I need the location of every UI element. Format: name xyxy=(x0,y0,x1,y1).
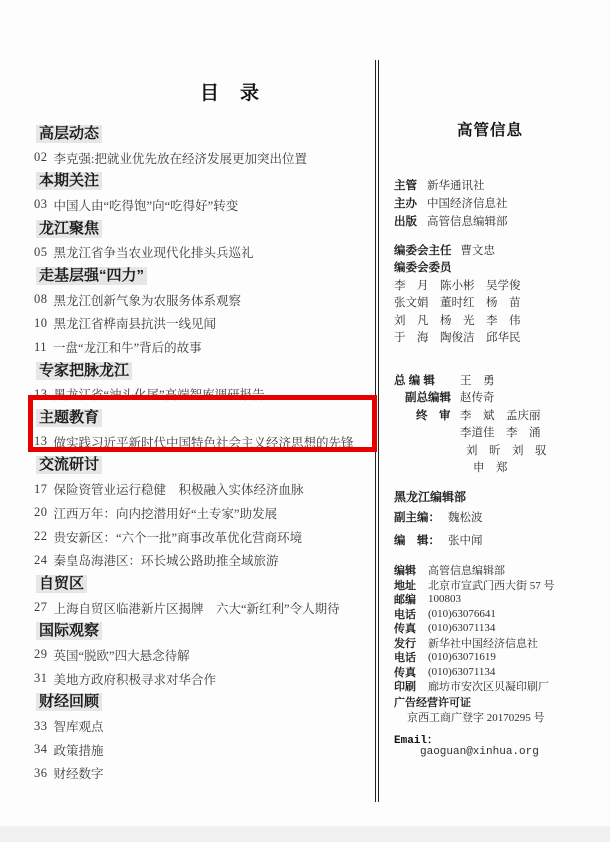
toc-article xyxy=(34,548,378,572)
editor-row xyxy=(394,406,547,424)
field-label: 电话 xyxy=(394,652,416,665)
article-title: 李克强:把就业优先放在经济发展更加突出位置 xyxy=(53,151,307,166)
heilongjiang-editorial-block xyxy=(394,488,483,551)
field-value: (010)63076641 xyxy=(428,607,496,620)
article-title: 上海自贸区临港新片区揭牌 六大“新红利”令人期待 xyxy=(53,601,340,616)
toc-section-header: 国际观察 xyxy=(34,619,378,643)
article-title: 保险资管业运行稳健 积极融入实体经济血脉 xyxy=(53,483,304,498)
committee-member-row: 张文娟 董时红 杨 苗 xyxy=(394,297,521,310)
license-number: 京西工商广登字 20170295 号 xyxy=(407,711,545,724)
field-label: 地址 xyxy=(394,579,416,592)
field-label: 编辑 xyxy=(394,565,416,578)
field-value: 中国经济信息社 xyxy=(427,198,508,210)
page-number: 13 xyxy=(34,386,48,401)
article-title: 做实践习近平新时代中国特色社会主义经济思想的先锋 xyxy=(53,435,354,450)
email-address: gaoguan@xinhua.org xyxy=(420,745,539,758)
toc-section-header: 高层动态 xyxy=(34,122,378,146)
page-number: 36 xyxy=(34,765,48,780)
field-value: 李道佳 李 涌 xyxy=(460,427,541,440)
article-title: 贵安新区：“六个一批”商事改革优化营商环境 xyxy=(53,530,303,545)
field-value: 高管信息编辑部 xyxy=(427,216,508,228)
article-title: 中国人由“吃得饱”向“吃得好”转变 xyxy=(53,198,239,213)
page-number: 27 xyxy=(34,600,48,615)
article-title: 黑龙江创新气象为农服务体系观察 xyxy=(53,293,242,308)
article-title: 智库观点 xyxy=(53,720,104,735)
article-title: 黑龙江省“油头化尾”高端智库调研报告 xyxy=(53,388,265,403)
page-number: 31 xyxy=(34,671,48,686)
contact-row xyxy=(394,621,555,636)
editorial-row xyxy=(394,506,483,529)
field-value: 北京市宣武门西大街 57 号 xyxy=(428,579,555,592)
field-label: 终 审 xyxy=(416,409,451,422)
toc-section-header: 交流研讨 xyxy=(34,454,378,478)
publisher-row xyxy=(394,176,508,194)
red-highlight-annotation xyxy=(28,395,377,452)
toc-section-header: 龙江聚焦 xyxy=(34,217,378,241)
page-number: 13 xyxy=(34,434,48,449)
toc-column xyxy=(34,122,378,785)
toc-section-header: 主题教育 xyxy=(34,406,378,430)
toc-article xyxy=(34,525,378,549)
committee-members-label: 编委会委员 xyxy=(394,262,452,275)
masthead-title: 高管信息 xyxy=(456,122,523,139)
license-label: 广告经营许可证 xyxy=(394,697,471,709)
field-label: 总 编 辑 xyxy=(394,374,435,387)
field-value: 李 斌 孟庆丽 xyxy=(460,409,541,422)
committee-member-row: 于 海 陶俊洁 邱华民 xyxy=(394,332,521,345)
toc-article xyxy=(34,667,378,691)
field-value: 刘 昕 刘 驭 xyxy=(466,444,547,457)
article-title: 财经数字 xyxy=(53,767,104,782)
toc-article xyxy=(34,643,378,667)
committee-member-row: 刘 凡 杨 光 李 伟 xyxy=(394,314,521,327)
email-block xyxy=(394,731,539,760)
toc-article xyxy=(34,288,378,312)
publisher-row xyxy=(394,194,508,212)
page-number: 08 xyxy=(34,292,48,307)
field-value: 新华社中国经济信息社 xyxy=(428,637,538,650)
page-title: 目 录 xyxy=(199,83,260,104)
contact-row xyxy=(394,592,555,607)
toc-section-header: 专家把脉龙江 xyxy=(34,359,378,383)
toc-article xyxy=(34,240,378,264)
article-title: 黑龙江省桦南县抗洪一线见闻 xyxy=(53,317,217,332)
publisher-row xyxy=(394,212,508,230)
field-label: 出版 xyxy=(394,216,417,228)
field-label: 传真 xyxy=(394,666,416,679)
field-value: 廊坊市安次区贝凝印刷厂 xyxy=(428,681,549,694)
contact-row xyxy=(394,636,555,651)
field-value: 新华通讯社 xyxy=(427,180,485,192)
toc-section-header: 财经回顾 xyxy=(34,691,378,715)
editor-row xyxy=(394,371,547,389)
toc-article xyxy=(34,596,378,620)
page-number: 22 xyxy=(34,529,48,544)
toc-article xyxy=(34,477,378,501)
field-value: 高管信息编辑部 xyxy=(428,565,505,578)
toc-section-header: 自贸区 xyxy=(34,572,378,596)
field-label: 邮编 xyxy=(394,594,416,607)
editor-row xyxy=(394,459,547,477)
masthead-contact-block xyxy=(394,563,555,694)
toc-article xyxy=(34,762,378,786)
field-label: 副主编： xyxy=(394,512,440,525)
contact-row xyxy=(394,578,555,593)
page-number: 24 xyxy=(34,552,48,567)
article-title: 江西万年：向内挖潜用好“土专家”助发展 xyxy=(53,506,278,521)
page-number: 10 xyxy=(34,315,48,330)
contact-row xyxy=(394,607,555,622)
field-label: 副总编辑 xyxy=(405,392,451,405)
masthead-editors-block xyxy=(394,371,547,476)
page-number: 33 xyxy=(34,718,48,733)
field-label: 主管 xyxy=(394,180,417,192)
field-value: (010)63071134 xyxy=(428,622,496,635)
field-value: (010)63071619 xyxy=(428,651,496,664)
article-title: 秦皇岛海港区：环长城公路助推全域旅游 xyxy=(53,554,279,569)
field-label: 发行 xyxy=(394,637,416,650)
field-label: 编委会主任 xyxy=(394,244,452,257)
field-value: 王 勇 xyxy=(460,374,495,387)
field-label: 传真 xyxy=(394,623,416,636)
toc-article xyxy=(34,714,378,738)
toc-article xyxy=(34,335,378,359)
contact-row xyxy=(394,665,555,680)
contact-row xyxy=(394,650,555,665)
field-value: 赵传奇 xyxy=(460,392,495,405)
field-label: 编 辑： xyxy=(394,534,440,547)
page-number: 05 xyxy=(34,244,48,259)
article-title: 黑龙江省争当农业现代化排头兵巡礼 xyxy=(53,246,254,261)
field-value: 申 郑 xyxy=(473,462,508,475)
ad-license-block xyxy=(394,694,545,723)
block-title: 黑龙江编辑部 xyxy=(394,490,467,504)
toc-article xyxy=(34,193,378,217)
toc-section-header: 走基层强“四力” xyxy=(34,264,378,288)
article-title: 英国“脱欧”四大悬念待解 xyxy=(53,648,190,663)
editorial-row xyxy=(394,529,483,552)
contact-row xyxy=(394,679,555,694)
page-number: 17 xyxy=(34,481,48,496)
contact-row xyxy=(394,563,555,578)
article-title: 一盘“龙江和牛”背后的故事 xyxy=(53,341,202,356)
masthead-publisher-block xyxy=(394,176,508,230)
field-value: 100803 xyxy=(428,593,461,606)
toc-section-header: 本期关注 xyxy=(34,169,378,193)
field-label: 印刷 xyxy=(394,681,416,694)
page-number: 29 xyxy=(34,647,48,662)
page-number: 20 xyxy=(34,505,48,520)
committee-member-row: 李 月 陈小彬 吴学俊 xyxy=(394,279,521,292)
article-title: 政策措施 xyxy=(53,743,104,758)
field-label: 主办 xyxy=(394,198,417,210)
editor-row xyxy=(394,441,547,459)
toc-article xyxy=(34,738,378,762)
field-value: 曹文忠 xyxy=(460,244,495,257)
toc-article xyxy=(34,501,378,525)
toc-article xyxy=(34,146,378,170)
editor-row xyxy=(394,389,547,407)
page-number: 34 xyxy=(34,742,48,757)
field-value: 魏松波 xyxy=(448,512,483,525)
committee-chair-row xyxy=(394,241,521,259)
page-number: 02 xyxy=(34,150,48,165)
page-number: 03 xyxy=(34,197,48,212)
article-title: 美地方政府积极寻求对华合作 xyxy=(53,672,217,687)
email-label: Email： xyxy=(394,735,439,747)
page-number: 11 xyxy=(34,339,48,354)
field-value: 张中闻 xyxy=(448,534,483,547)
masthead-committee-block xyxy=(394,241,521,346)
toc-article xyxy=(34,312,378,336)
field-label: 电话 xyxy=(394,608,416,621)
editor-row xyxy=(394,424,547,442)
field-value: (010)63071134 xyxy=(428,665,496,678)
